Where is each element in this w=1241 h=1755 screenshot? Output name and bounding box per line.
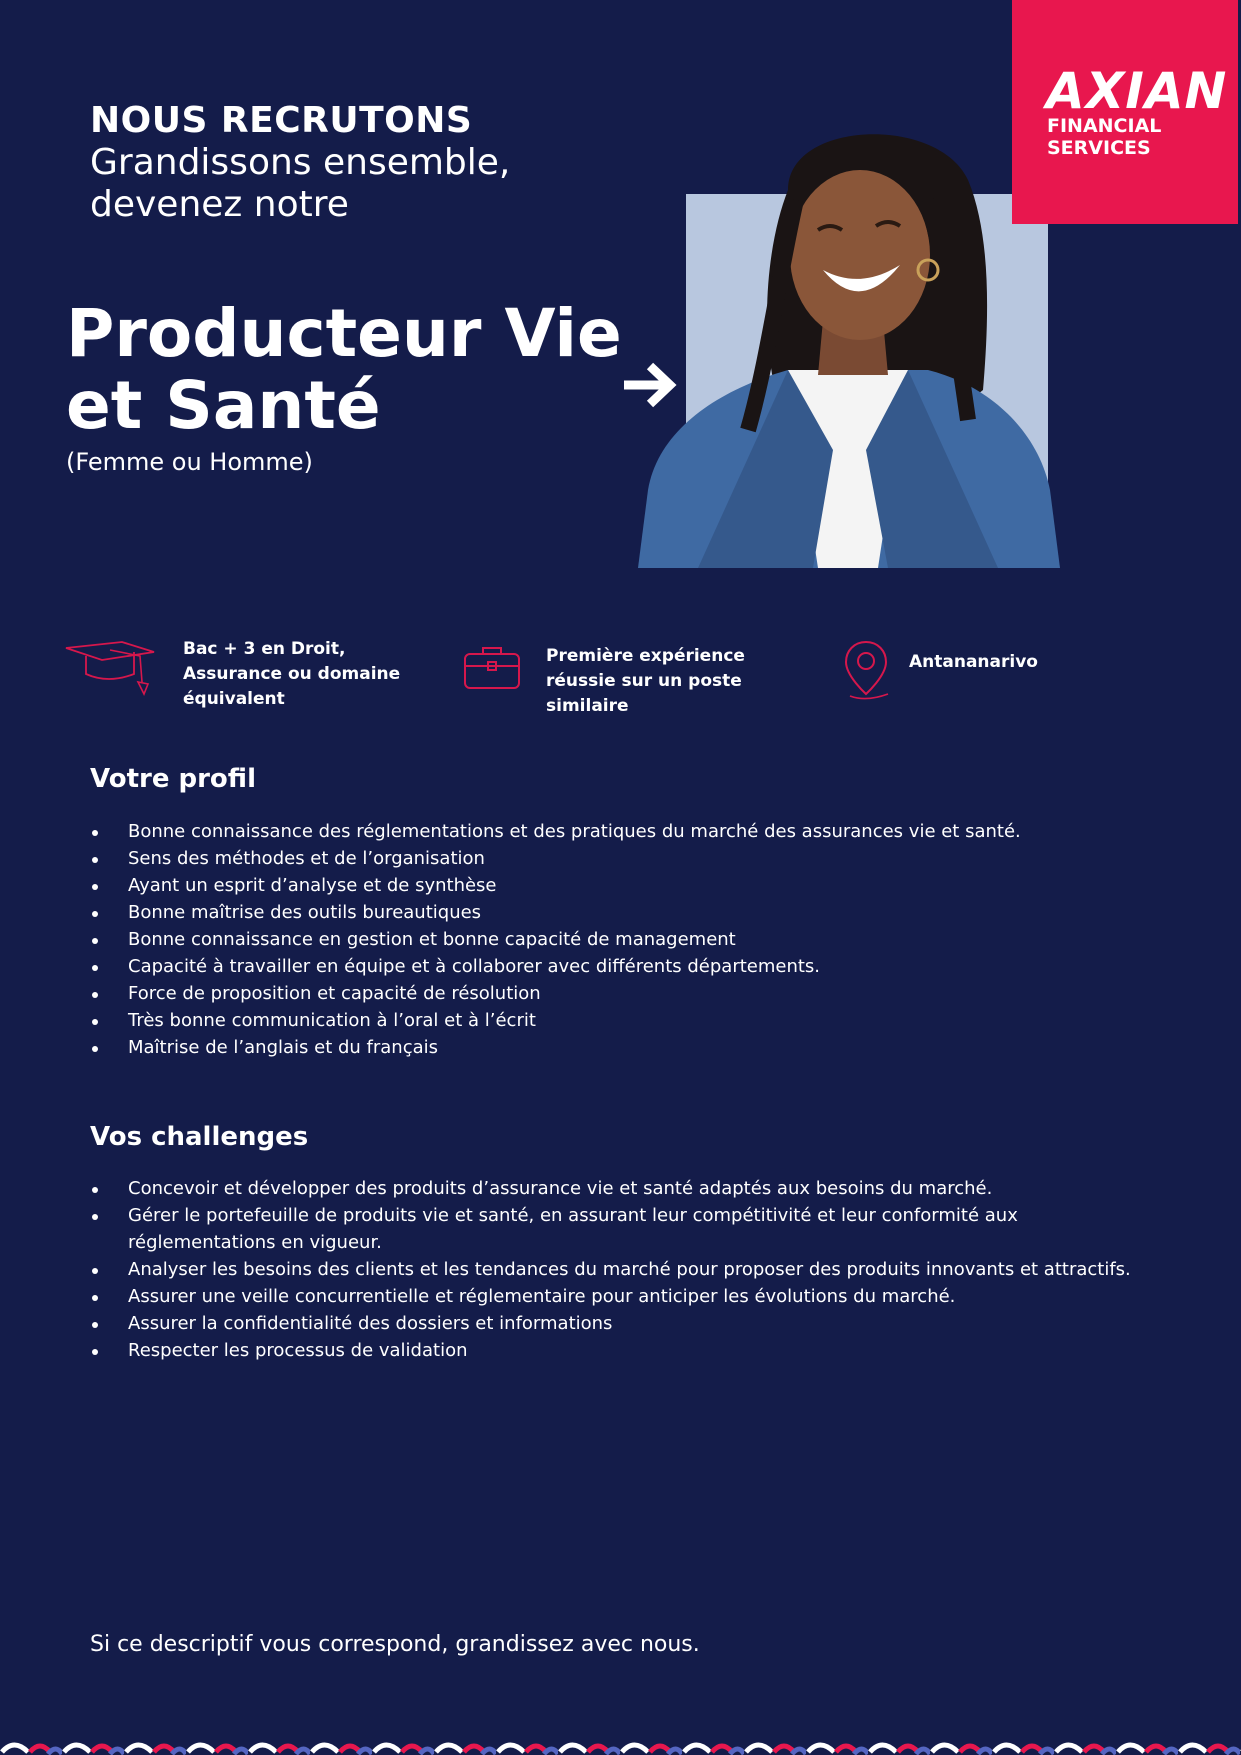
highlight-experience: Première expérience réussie sur un poste similaire <box>546 646 745 716</box>
list-item: Bonne connaissance en gestion et bonne capacité de management <box>90 926 1170 953</box>
gender-note: (Femme ou Homme) <box>66 448 313 476</box>
list-item: Analyser les besoins des clients et les tendances du marché pour proposer des produits innovants et attractifs. <box>90 1256 1170 1283</box>
graduation-cap-icon <box>62 638 158 698</box>
closing-line: Si ce descriptif vous correspond, grandissez avec nous. <box>90 1632 700 1657</box>
list-item: Maîtrise de l’anglais et du français <box>90 1034 1170 1061</box>
challenges-list <box>90 1175 1170 1364</box>
list-item: Gérer le portefeuille de produits vie et santé, en assurant leur compétitivité et leur conformité aux réglementations en vigueur. <box>90 1202 1170 1256</box>
profile-list <box>90 818 1170 1061</box>
decorative-pattern <box>0 1732 1241 1755</box>
list-item: Bonne maîtrise des outils bureautiques <box>90 899 1170 926</box>
logo-subtitle-line1: FINANCIAL <box>1047 115 1162 137</box>
highlight-education: Bac + 3 en Droit, Assurance ou domaine équivalent <box>183 639 401 709</box>
list-item: Respecter les processus de validation <box>90 1337 1170 1364</box>
list-item: Bonne connaissance des réglementations et des pratiques du marché des assurances vie et santé. <box>90 818 1170 845</box>
briefcase-icon <box>462 644 522 692</box>
list-item: Concevoir et développer des produits d’assurance vie et santé adaptés aux besoins du marché. <box>90 1175 1170 1202</box>
list-item: Assurer une veille concurrentielle et réglementaire pour anticiper les évolutions du marché. <box>90 1283 1170 1310</box>
list-item: Capacité à travailler en équipe et à collaborer avec différents départements. <box>90 953 1170 980</box>
candidate-photo <box>638 130 1060 568</box>
location-pin-icon <box>838 638 894 702</box>
highlight-location: Antananarivo <box>909 652 1038 672</box>
profile-heading: Votre profil <box>90 764 256 794</box>
list-item: Sens des méthodes et de l’organisation <box>90 845 1170 872</box>
logo-wordmark: AXIAN <box>1046 62 1228 120</box>
list-item: Assurer la confidentialité des dossiers et informations <box>90 1310 1170 1337</box>
company-logo <box>1012 0 1238 224</box>
list-item: Force de proposition et capacité de résolution <box>90 980 1170 1007</box>
challenges-heading: Vos challenges <box>90 1122 309 1152</box>
logo-subtitle-line2: SERVICES <box>1047 137 1151 159</box>
list-item: Très bonne communication à l’oral et à l’écrit <box>90 1007 1170 1034</box>
job-title: Producteur Vie et Santé <box>66 295 622 444</box>
logo-subtitle <box>1047 115 1161 159</box>
tagline: Grandissons ensemble, devenez notre <box>90 142 511 225</box>
list-item: Ayant un esprit d’analyse et de synthèse <box>90 872 1170 899</box>
recruiting-kicker: NOUS RECRUTONS <box>90 100 473 141</box>
